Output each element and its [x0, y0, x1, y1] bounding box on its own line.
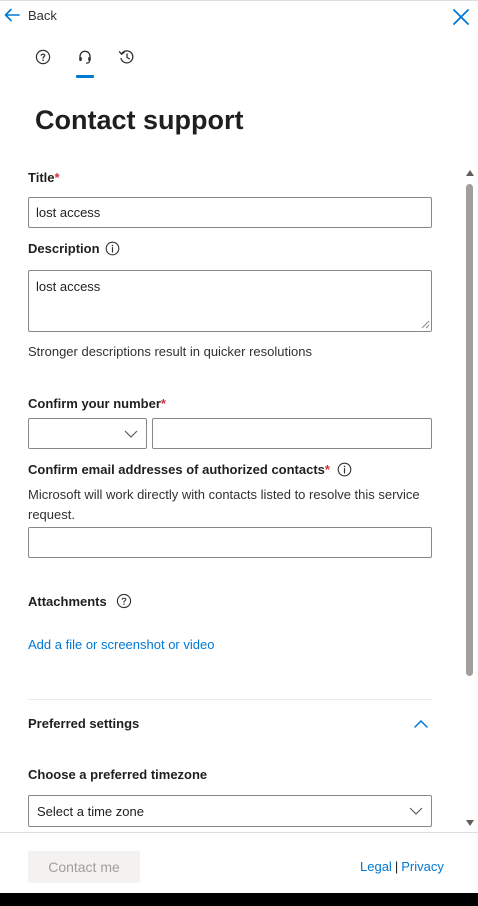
country-code-dropdown[interactable] — [28, 418, 147, 449]
arrow-left-icon — [4, 8, 20, 22]
phone-label: Confirm your number — [28, 396, 161, 411]
phone-label-row — [28, 396, 166, 411]
title-input[interactable] — [28, 197, 432, 228]
tab-help[interactable] — [31, 45, 55, 69]
attachments-label-row — [28, 593, 132, 609]
emails-helper-text: Microsoft will work directly with contacts listed to resolve this service request. — [28, 487, 420, 522]
chevron-down-icon — [124, 430, 138, 438]
contact-me-button[interactable]: Contact me — [28, 851, 140, 883]
emails-label-row — [28, 462, 352, 477]
timezone-dropdown[interactable] — [28, 795, 432, 827]
description-textarea[interactable] — [28, 270, 432, 332]
vertical-scrollbar[interactable] — [462, 168, 476, 832]
required-mark: * — [160, 396, 166, 411]
required-mark: * — [324, 462, 330, 477]
active-tab-indicator — [76, 75, 94, 78]
tab-history[interactable] — [114, 45, 138, 69]
section-divider — [28, 699, 432, 700]
top-border — [0, 0, 478, 1]
description-info-icon[interactable] — [105, 241, 120, 256]
required-mark: * — [54, 170, 60, 185]
back-button[interactable] — [4, 4, 57, 26]
headset-icon — [77, 49, 93, 65]
bottom-black-bar — [0, 893, 478, 906]
emails-info-icon[interactable] — [337, 462, 352, 477]
legal-link[interactable]: Legal — [360, 859, 392, 874]
timezone-label: Choose a preferred timezone — [28, 767, 208, 782]
resize-grip-icon[interactable] — [420, 319, 430, 329]
preferred-settings-label: Preferred settings — [28, 716, 140, 731]
help-circle-icon — [116, 593, 132, 609]
link-separator: | — [394, 859, 399, 874]
info-icon — [337, 462, 352, 477]
attachments-label: Attachments — [28, 593, 107, 609]
scrollbar-thumb[interactable] — [466, 184, 473, 676]
description-label-row — [28, 241, 120, 256]
timezone-placeholder: Select a time zone — [37, 803, 144, 819]
back-label: Back — [28, 7, 57, 23]
scroll-down-arrow-icon[interactable] — [466, 820, 474, 826]
privacy-link[interactable]: Privacy — [401, 859, 444, 874]
chevron-down-icon — [409, 807, 423, 815]
title-label: Title — [28, 170, 55, 185]
timezone-label-row — [28, 767, 207, 782]
form-scroll-area[interactable] — [0, 160, 478, 832]
description-helper-text: Stronger descriptions result in quicker resolutions — [28, 344, 312, 359]
chevron-up-icon[interactable] — [412, 716, 430, 732]
footer-links — [360, 859, 444, 874]
phone-number-input[interactable] — [152, 418, 432, 449]
add-attachment-link[interactable]: Add a file or screenshot or video — [28, 637, 215, 652]
scroll-up-arrow-icon[interactable] — [466, 170, 474, 176]
history-icon — [118, 49, 135, 65]
emails-label: Confirm email addresses of authorized contacts — [28, 462, 325, 477]
title-label-row — [28, 170, 60, 185]
attachments-help-icon[interactable] — [116, 593, 132, 609]
page-title: Contact support — [35, 105, 244, 135]
description-label: Description — [28, 241, 100, 256]
help-circle-icon — [35, 49, 51, 65]
info-icon — [105, 241, 120, 256]
tab-contact-support[interactable] — [73, 45, 97, 69]
close-icon[interactable] — [450, 6, 472, 28]
panel-footer — [0, 832, 478, 893]
authorized-emails-input[interactable] — [28, 527, 432, 558]
